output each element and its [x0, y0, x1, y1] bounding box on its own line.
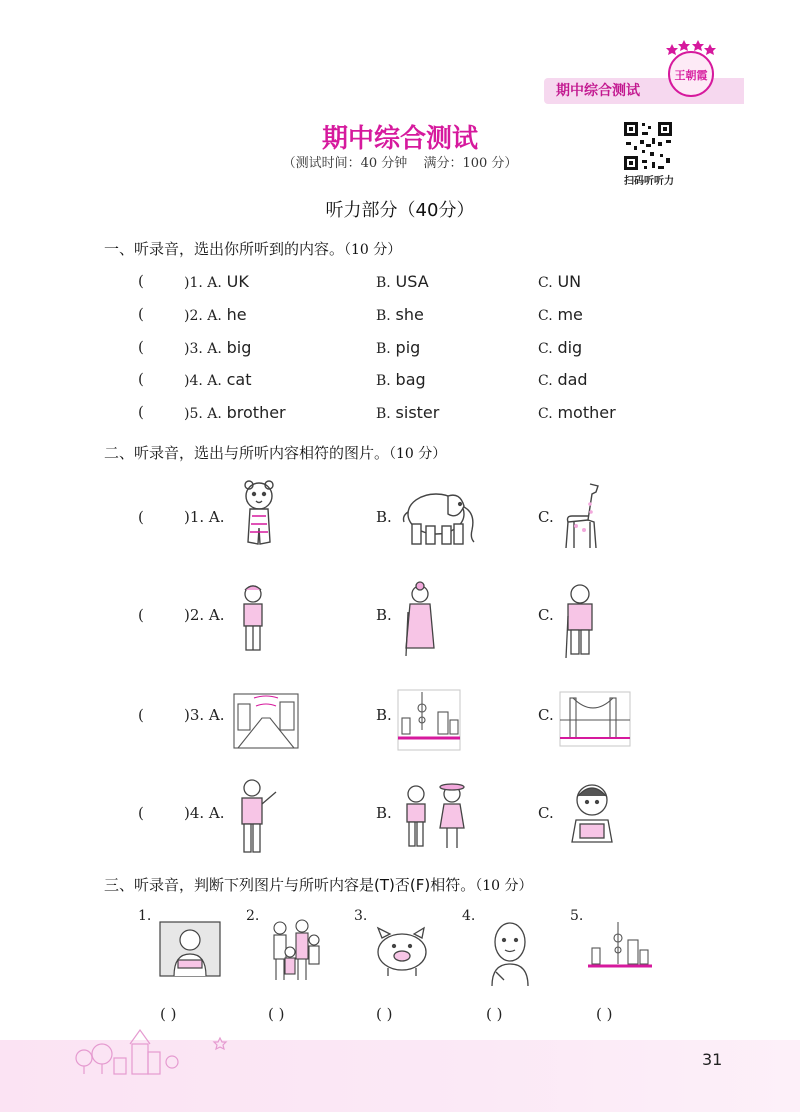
boy-figure-icon — [238, 582, 268, 658]
city-tower-icon — [588, 920, 652, 978]
option-b: sister — [395, 403, 440, 422]
s2-item-1: ( )1. A. B. C. — [138, 508, 554, 526]
option-a: cat — [226, 370, 252, 389]
test-score: 满分：100 分） — [423, 156, 518, 171]
old-man-icon — [486, 918, 534, 986]
answer-blank-2[interactable]: ( ) — [268, 1005, 285, 1023]
s2-item-4: ( )4. A. B. C. — [138, 804, 554, 822]
s1-item-5: ( )5. A. brother B. sister C. mother — [138, 403, 616, 422]
elephant-icon — [398, 486, 478, 550]
man-portrait-icon — [160, 922, 220, 976]
option-c: dad — [557, 370, 588, 389]
option-a: brother — [226, 403, 286, 422]
s2-item-2: ( )2. A. B. C. — [138, 606, 554, 624]
option-c: me — [557, 305, 583, 324]
section1-title: 一、听录音，选出你所听到的内容。（10 分） — [104, 240, 402, 258]
tiger-icon — [238, 480, 280, 550]
s2-item-3: ( )3. A. B. C. — [138, 706, 554, 724]
section3-title: 三、听录音，判断下列图片与所听内容是(T)否(F)相符。（10 分） — [104, 876, 533, 894]
option-b: she — [395, 305, 424, 324]
grandma-icon — [404, 582, 440, 658]
part-title: 听力部分（40分） — [325, 200, 475, 221]
answer-blank-5[interactable]: ( ) — [596, 1005, 613, 1023]
qr-label: 扫码听听力 — [624, 176, 674, 187]
s3-num-3: 3. — [354, 908, 368, 924]
option-c: dig — [557, 338, 583, 357]
page-title: 期中综合测试 — [321, 124, 478, 154]
two-children-icon — [400, 782, 472, 852]
header-badge: 期中综合测试 — [544, 78, 744, 104]
answer-blank-1[interactable]: ( ) — [160, 1005, 177, 1023]
option-b: USA — [395, 272, 429, 291]
teacher-figure-icon — [236, 778, 282, 856]
s1-item-2: ( )2. A. he B. she C. me — [138, 305, 583, 324]
giraffe-icon — [560, 480, 606, 552]
s1-item-3: ( )3. A. big B. pig C. dig — [138, 338, 583, 357]
grandpa-icon — [562, 582, 602, 660]
family-icon — [266, 918, 324, 986]
test-info — [0, 152, 800, 171]
brand-logo-icon — [660, 38, 722, 100]
qr-code-icon[interactable] — [622, 120, 674, 172]
city-skyline-icon — [398, 690, 460, 750]
s1-item-4: ( )4. A. cat B. bag C. dad — [138, 370, 588, 389]
answer-blank-4[interactable]: ( ) — [486, 1005, 503, 1023]
option-b: bag — [395, 370, 426, 389]
castle-decoration-icon — [70, 1024, 250, 1074]
option-a: UK — [226, 272, 249, 291]
s1-item-1: ( )1. A. UK B. USA C. UN — [138, 272, 582, 291]
street-scene-icon — [234, 694, 298, 748]
option-a: he — [226, 305, 247, 324]
option-a: big — [226, 338, 252, 357]
page-number: 31 — [702, 1050, 723, 1069]
s3-num-2: 2. — [246, 908, 260, 924]
option-c: mother — [557, 403, 616, 422]
option-b: pig — [395, 338, 421, 357]
s3-num-5: 5. — [570, 908, 584, 924]
section2-title: 二、听录音，选出与所听内容相符的图片。（10 分） — [104, 444, 447, 462]
option-c: UN — [557, 272, 582, 291]
bridge-scene-icon — [560, 692, 630, 746]
boy-reading-icon — [570, 780, 616, 854]
answer-blank-3[interactable]: ( ) — [376, 1005, 393, 1023]
pig-icon — [370, 926, 432, 978]
s3-num-1: 1. — [138, 908, 152, 924]
test-time: （测试时间：40 分钟 — [282, 156, 408, 171]
logo-text: 王朝霞 — [674, 69, 708, 82]
s3-num-4: 4. — [462, 908, 476, 924]
